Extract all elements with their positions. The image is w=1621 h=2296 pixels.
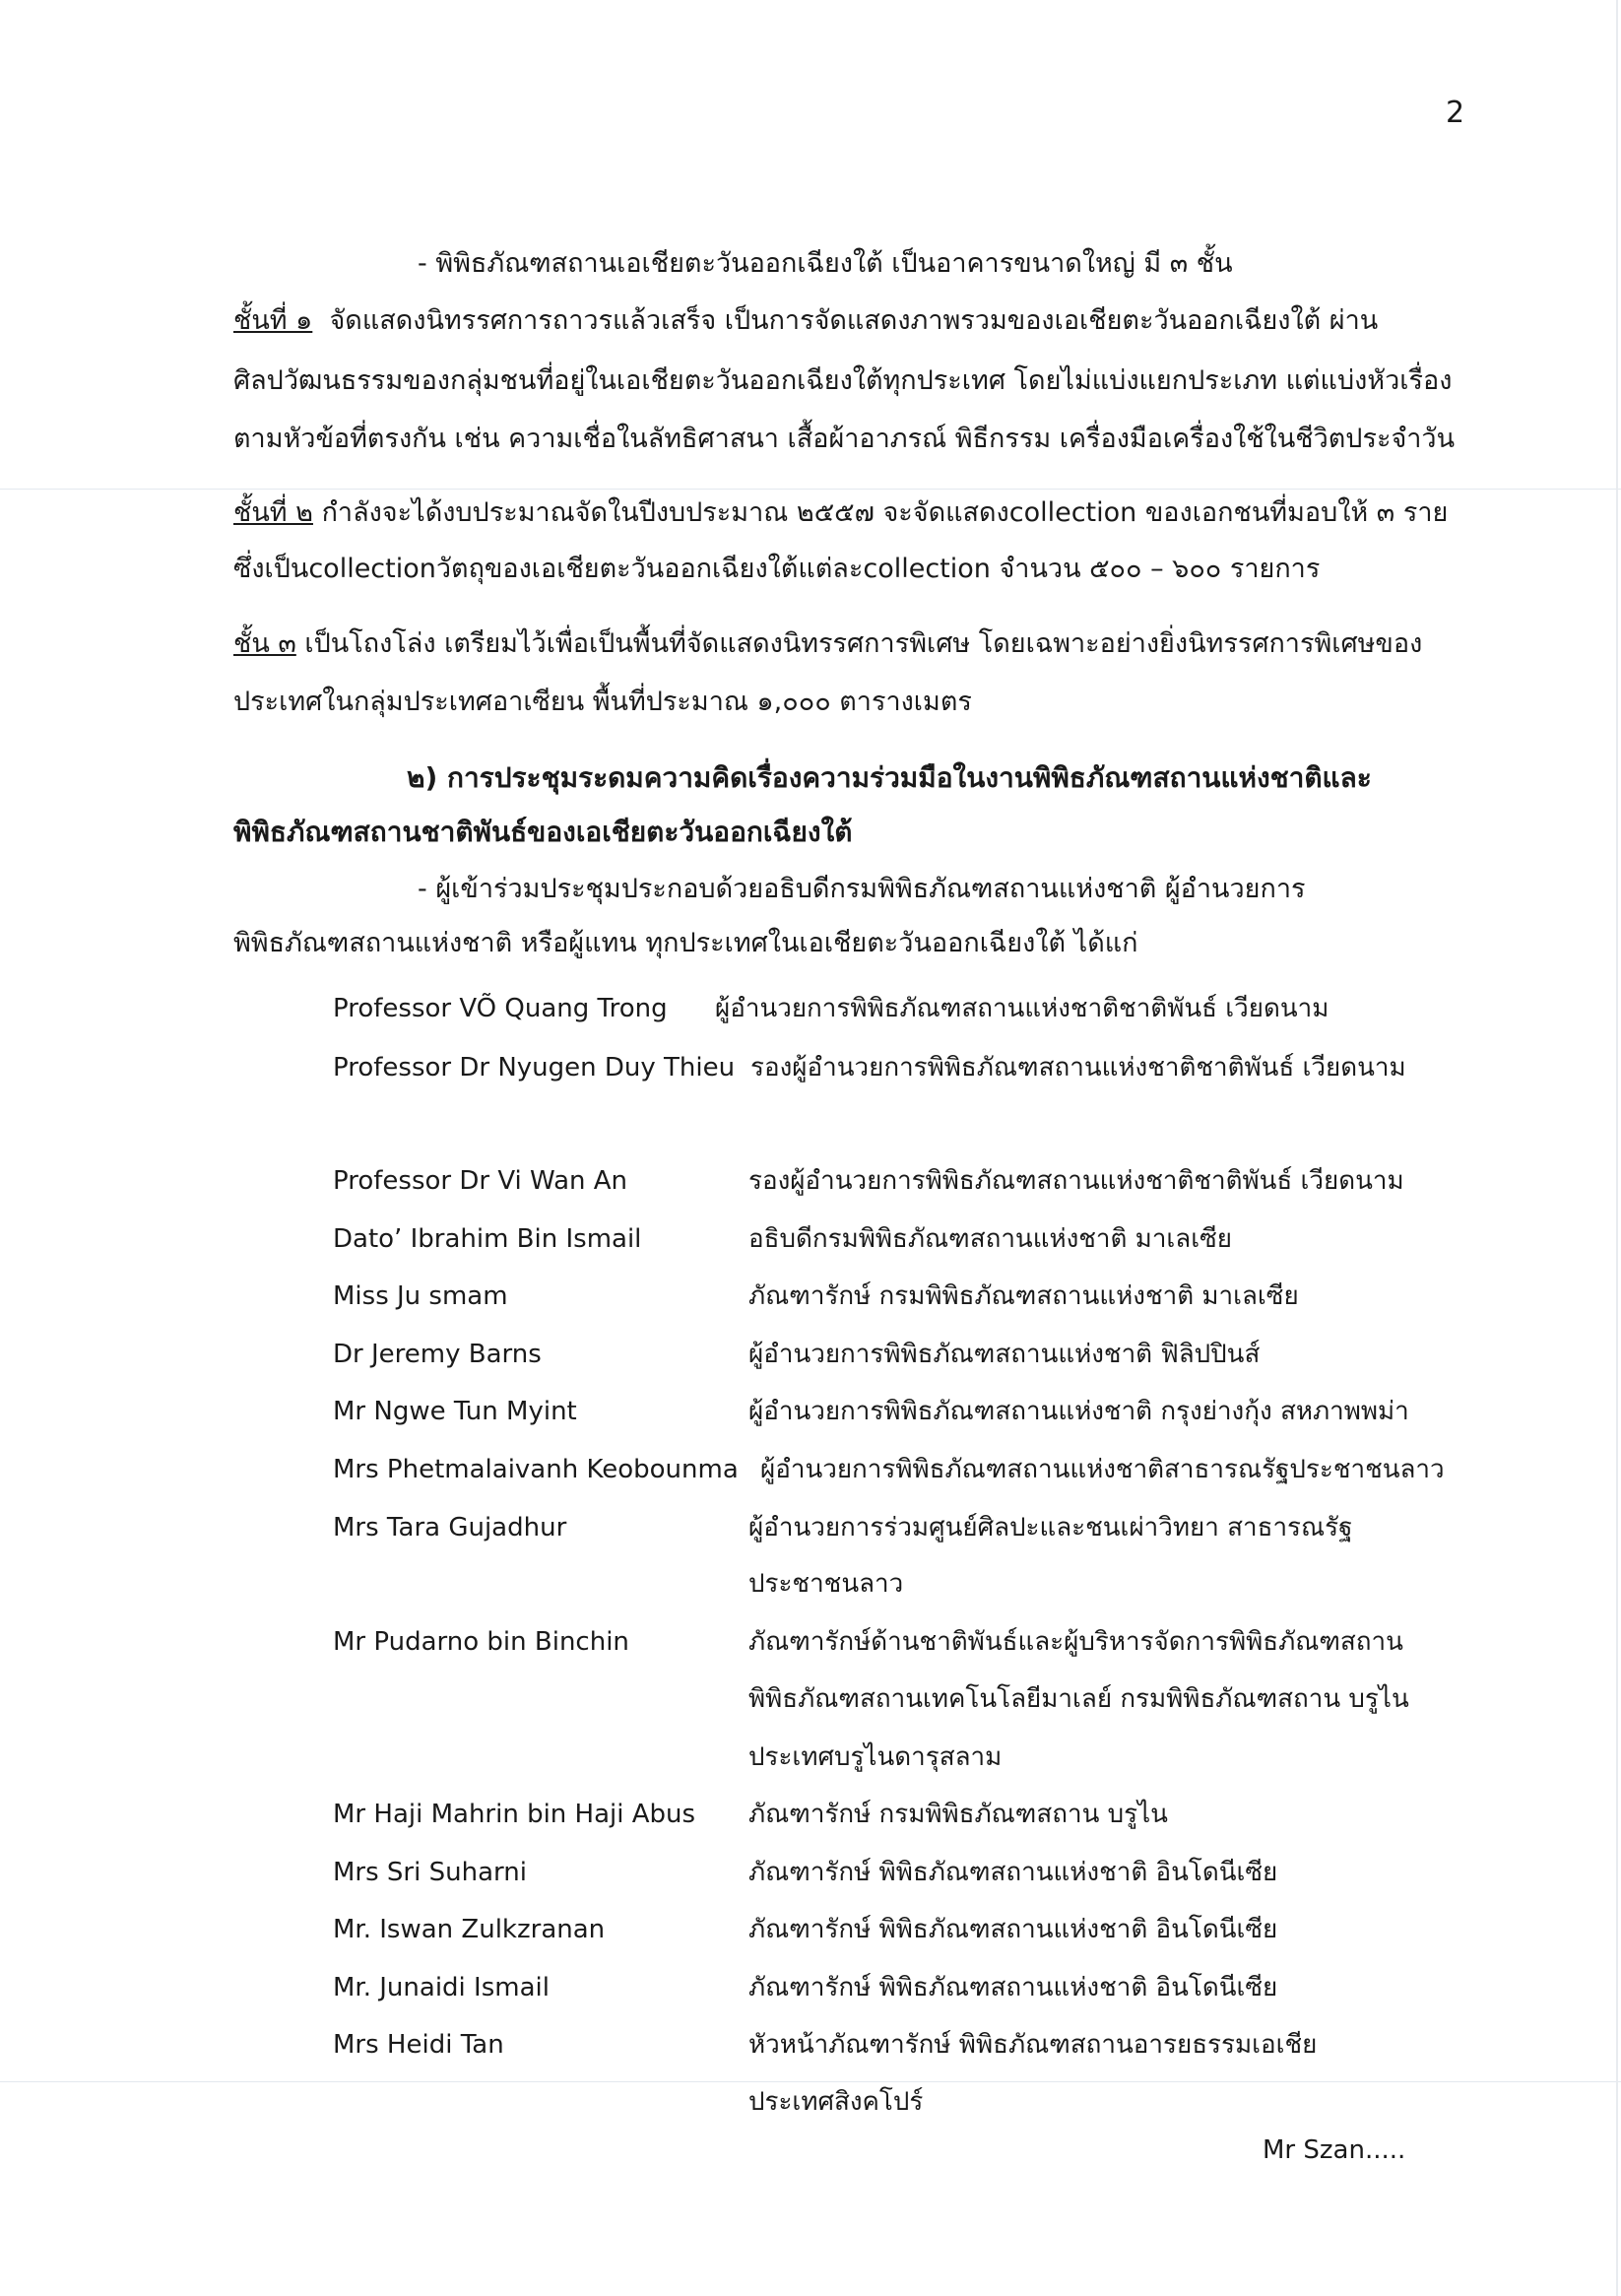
floor1-label: ชั้นที่ ๑ (233, 305, 313, 336)
participant-role: พิพิธภัณฑสถานเทคโนโลยีมาเลย์ กรมพิพิธภัณฑสถาน บรูไน (748, 1684, 1409, 1714)
continuation-note: Mr Szan..... (1263, 2135, 1406, 2165)
participant-name: Professor Dr Vi Wan An (333, 1166, 628, 1196)
participant-role: ผู้อำนวยการพิพิธภัณฑสถานแห่งชาติชาติพันธ์ เวียดนาม (715, 994, 1329, 1023)
participant-role: รองผู้อำนวยการพิพิธภัณฑสถานแห่งชาติชาติพันธ์ เวียดนาม (748, 1166, 1404, 1196)
participant-role: ภัณฑารักษ์ กรมพิพิธภัณฑสถาน บรูไน (748, 1800, 1168, 1829)
participant-role: ภัณฑารักษ์ พิพิธภัณฑสถานแห่งชาติ อินโดนีเซีย (748, 1973, 1278, 2002)
participant-role: ผู้อำนวยการพิพิธภัณฑสถานแห่งชาติ กรุงย่างกุ้ง สหภาพพม่า (748, 1397, 1409, 1426)
floor3-line2: ประเทศในกลุ่มประเทศอาเซียน พื้นที่ประมาณ ๑,๐๐๐ ตารางเมตร (233, 687, 972, 717)
page-number: 2 (1446, 96, 1465, 130)
participant-role: อธิบดีกรมพิพิธภัณฑสถานแห่งชาติ มาเลเซีย (748, 1224, 1233, 1254)
participant-name: Mrs Sri Suharni (333, 1858, 527, 1887)
floor2-line1 (233, 495, 1448, 531)
floor2-line2: ซึ่งเป็นcollectionวัตถุของเอเชียตะวันออกเฉียงใต้แต่ละcollection จำนวน ๕๐๐ – ๖๐๐ รายการ (233, 554, 1321, 584)
scan-artifact-line (0, 2081, 1621, 2082)
participant-role: ภัณฑารักษ์ กรมพิพิธภัณฑสถานแห่งชาติ มาเลเซีย (748, 1281, 1299, 1311)
participant-role: ภัณฑารักษ์ พิพิธภัณฑสถานแห่งชาติ อินโดนีเซีย (748, 1915, 1278, 1944)
participant-name: Mr Haji Mahrin bin Haji Abus (333, 1800, 696, 1829)
floor1-text: จัดแสดงนิทรรศการถาวรแล้วเสร็จ เป็นการจัดแสดงภาพรวมของเอเชียตะวันออกเฉียงใต้ ผ่าน (329, 305, 1379, 336)
floor1-line3: ตามหัวข้อที่ตรงกัน เช่น ความเชื่อในลัทธิศาสนา เสื้อผ้าอาภรณ์ พิธีกรรม เครื่องมือเครื่องใช้ในชีวิตประจำวัน (233, 424, 1456, 454)
participant-role: ผู้อำนวยการร่วมศูนย์ศิลปะและชนเผ่าวิทยา สาธารณรัฐ (748, 1513, 1353, 1542)
participant-role: ผู้อำนวยการพิพิธภัณฑสถานแห่งชาติสาธารณรัฐประชาชนลาว (760, 1455, 1445, 1484)
section2-heading-line2: พิพิธภัณฑสถานชาติพันธ์ของเอเชียตะวันออกเฉียงใต้ (233, 816, 853, 848)
floor2-label: ชั้นที่ ๒ (233, 497, 313, 528)
participant-role: ภัณฑารักษ์ด้านชาติพันธ์และผู้บริหารจัดการพิพิธภัณฑสถาน (748, 1627, 1403, 1657)
participant-name: Mr Ngwe Tun Myint (333, 1397, 577, 1426)
participant-role: รองผู้อำนวยการพิพิธภัณฑสถานแห่งชาติชาติพันธ์ เวียดนาม (750, 1053, 1406, 1082)
participant-name: Miss Ju smam (333, 1281, 508, 1311)
participant-role: ประเทศสิงคโปร์ (748, 2087, 924, 2117)
scan-edge (1616, 0, 1618, 2296)
participant-role: ผู้อำนวยการพิพิธภัณฑสถานแห่งชาติ ฟิลิปปินส์ (748, 1340, 1261, 1369)
section2-intro-line2: พิพิธภัณฑสถานแห่งชาติ หรือผู้แทน ทุกประเทศในเอเชียตะวันออกเฉียงใต้ ได้แก่ (233, 928, 1138, 958)
participant-name: Mrs Tara Gujadhur (333, 1513, 567, 1542)
participant-name: Dr Jeremy Barns (333, 1340, 542, 1369)
participant-name: Mr. Junaidi Ismail (333, 1973, 550, 2002)
floor2-text: กำลังจะได้งบประมาณจัดในปีงบประมาณ ๒๕๕๗ จะจัดแสดงcollection ของเอกชนที่มอบให้ ๓ ราย (321, 497, 1449, 528)
participant-name: Mrs Heidi Tan (333, 2030, 504, 2060)
floor3-line1 (233, 626, 1422, 662)
section2-intro-line1: - ผู้เข้าร่วมประชุมประกอบด้วยอธิบดีกรมพิพิธภัณฑสถานแห่งชาติ ผู้อำนวยการ (418, 874, 1306, 904)
participant-name: Mr Pudarno bin Binchin (333, 1627, 629, 1657)
participant-name: Dato’ Ibrahim Bin Ismail (333, 1224, 642, 1254)
participant-name: Mrs Phetmalaivanh Keobounma (333, 1455, 739, 1484)
participant-role: หัวหน้าภัณฑารักษ์ พิพิธภัณฑสถานอารยธรรมเอเชีย (748, 2030, 1318, 2060)
participant-role: ประเทศบรูไนดารุสลาม (748, 1742, 1003, 1772)
floor1-line1 (233, 303, 1378, 339)
floor3-label: ชั้น ๓ (233, 628, 296, 659)
museum-intro: - พิพิธภัณฑสถานเอเชียตะวันออกเฉียงใต้ เป็นอาคารขนาดใหญ่ มี ๓ ชั้น (418, 248, 1233, 279)
scan-artifact-line (0, 489, 1621, 490)
participant-name: Professor VÕ Quang Trong (333, 994, 668, 1023)
participant-name: Mr. Iswan Zulkzranan (333, 1915, 606, 1944)
section2-heading-line1: ๒) การประชุมระดมความคิดเรื่องความร่วมมือในงานพิพิธภัณฑสถานแห่งชาติและ (407, 761, 1372, 794)
participant-name: Professor Dr Nyugen Duy Thieu (333, 1053, 736, 1082)
floor3-text: เป็นโถงโล่ง เตรียมไว้เพื่อเป็นพื้นที่จัดแสดงนิทรรศการพิเศษ โดยเฉพาะอย่างยิ่งนิทรรศการพิเศษของ (304, 628, 1423, 659)
participant-role: ประชาชนลาว (748, 1569, 904, 1599)
participant-role: ภัณฑารักษ์ พิพิธภัณฑสถานแห่งชาติ อินโดนีเซีย (748, 1858, 1278, 1887)
floor1-line2: ศิลปวัฒนธรรมของกลุ่มชนที่อยู่ในเอเชียตะวันออกเฉียงใต้ทุกประเทศ โดยไม่แบ่งแยกประเภท แต่แบ่งหัวเรื่อง (233, 365, 1453, 396)
